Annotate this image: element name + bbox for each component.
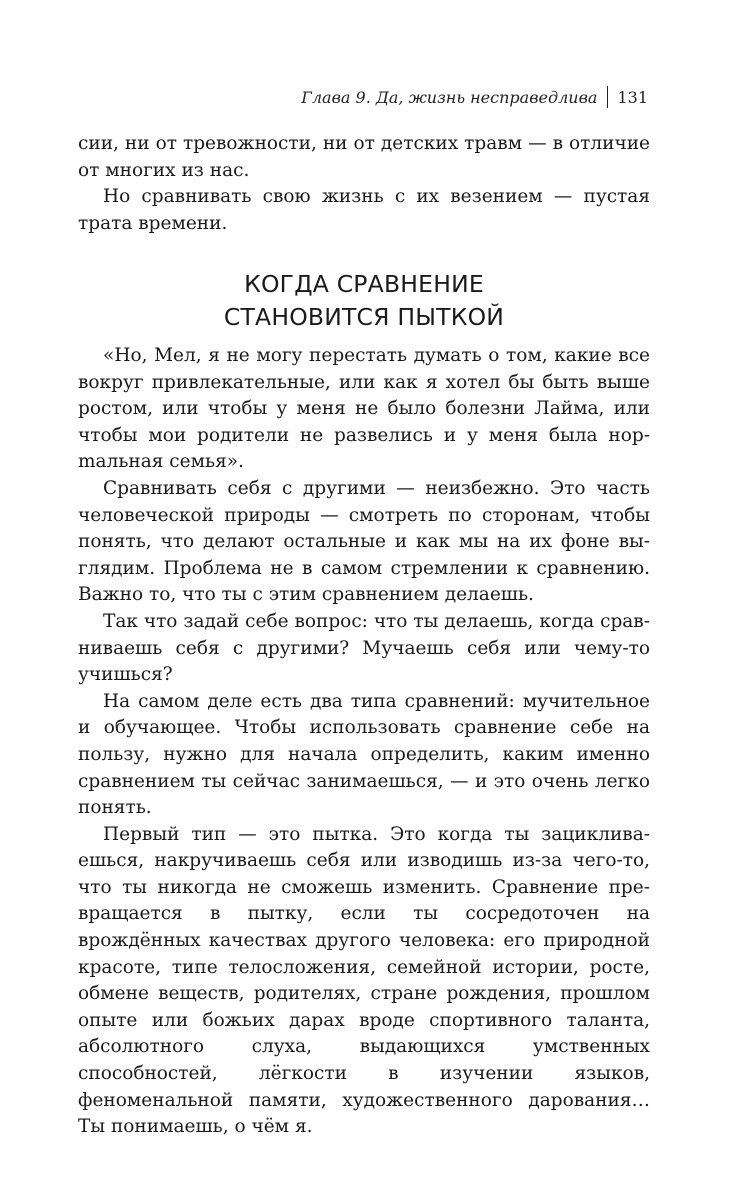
paragraph-first-type: Первый тип — это пытка. Это когда ты зацикливаешься, накручиваешь себя или изводишь из-за чего-то, что ты никогда не сможешь изменить. Сравнение превращается в пытку, если ты сосредоточен на врождённых качествах другого человека: его природной красоте, типе телосложения, семейной истории, росте, обмене веществ, родителях, стране рождения, прошлом опыте или божьих дарах вроде спортивного таланта, абсолютного слуха, выдающихся умственных способностей, лёгкости в изучении языков, феноменальной памяти, художественного дарования… Ты понимаешь, о чём я.: [78, 823, 650, 1138]
page-number: 131: [617, 87, 648, 107]
section-heading-line-2: СТАНОВИТСЯ ПЫТКОЙ: [223, 303, 505, 331]
paragraph-question: Так что задай себе вопрос: что ты делаешь, когда сравниваешь себя с другими? Мучаешь себя или чему-то учишься?: [78, 610, 650, 686]
section-heading: [78, 268, 650, 334]
intro-text: [78, 131, 650, 237]
paragraph-quote: «Но, Мел, я не могу перестать думать о том, какие все вокруг привлекательные, или как я хотел бы быть выше ростом, или чтобы у меня не было болезни Лайма, или чтобы мои родители не развелись и у меня была норmальная семья».: [78, 345, 650, 473]
section-body: [78, 343, 650, 1141]
chapter-title: Глава 9. Да, жизнь несправедлива: [301, 87, 598, 107]
paragraph-two-types: На самом деле есть два типа сравнений: мучительное и обучающее. Чтобы использовать сравнение себе на пользу, нужно для начала определить, каким именно сравнением ты сейчас занимаешься, — и это очень легко понять.: [78, 690, 650, 819]
section-heading-line-1: КОГДА СРАВНЕНИЕ: [244, 270, 484, 298]
intro-paragraph-1: сии, ни от тревожности, ни от детских травм — в отличие от многих из нас.: [78, 133, 650, 181]
intro-paragraph-2: Но сравнивать свою жизнь с их везением — пустая трата времени.: [78, 186, 650, 234]
header-divider: [607, 86, 608, 108]
running-head: [301, 86, 648, 108]
paragraph-comparison: Сравнивать себя с другими — неизбежно. Это часть человеческой природы — смотреть по сторонам, чтобы понять, что делают остальные и как мы на их фоне выглядим. Проблема не в самом стремлении к сравнению. Важно то, что ты с этим сравнением делаешь.: [78, 477, 650, 606]
